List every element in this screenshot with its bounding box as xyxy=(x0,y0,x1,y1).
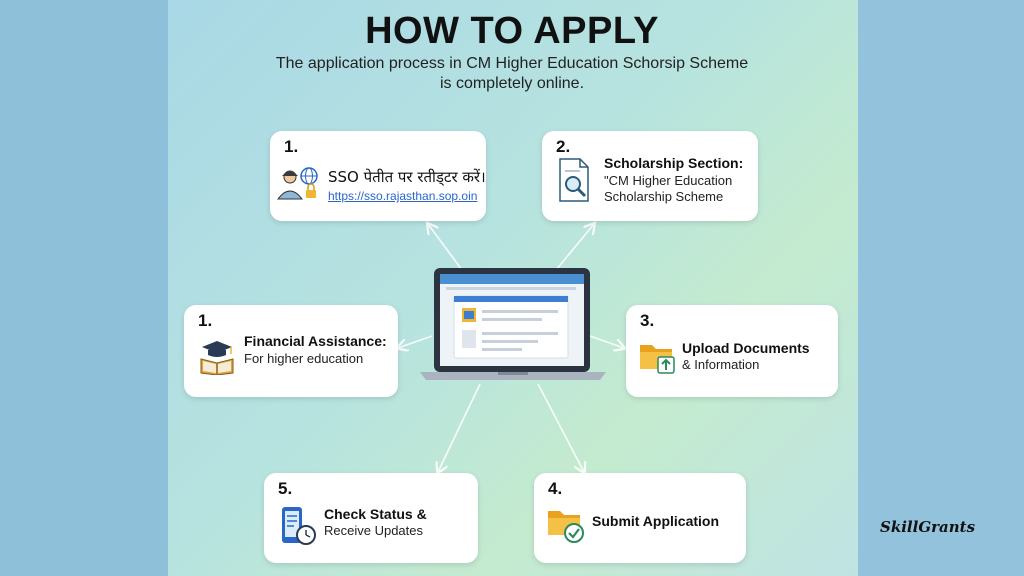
user-globe-lock-icon xyxy=(276,165,322,203)
subtitle-line-1: The application process in CM Higher Education Schorsip Scheme xyxy=(275,55,749,72)
arrow-to-scholarship xyxy=(556,224,594,270)
step-number: 2. xyxy=(556,137,571,156)
step-number: 3. xyxy=(640,311,655,330)
step-title: Check Status & xyxy=(324,506,427,522)
step-line-1: For higher education xyxy=(244,351,364,366)
brand-watermark: SkillGrants xyxy=(880,518,976,536)
step-number: 4. xyxy=(548,479,563,498)
step-card-submit xyxy=(534,473,746,563)
laptop-illustration xyxy=(418,266,608,384)
page-title: HOW TO APPLY xyxy=(365,10,659,52)
step-number: 5. xyxy=(278,479,293,498)
step-card-upload xyxy=(626,305,838,397)
graduation-book-icon xyxy=(198,337,236,375)
document-search-icon xyxy=(556,157,594,203)
folder-upload-icon xyxy=(638,339,678,375)
arrow-to-status xyxy=(438,384,480,472)
step-title: SSO पेतीत पर रतीड्टर करें। xyxy=(328,168,486,186)
step-card-status xyxy=(264,473,478,563)
phone-clock-icon xyxy=(278,505,318,547)
step-card-financial xyxy=(184,305,398,397)
step-line-1: & Information xyxy=(682,357,760,372)
step-title: Financial Assistance: xyxy=(244,333,387,349)
step-title: Scholarship Section: xyxy=(604,155,744,171)
step-line-2: Scholarship Scheme xyxy=(604,189,724,204)
folder-check-icon xyxy=(546,507,586,543)
step-title: Upload Documents xyxy=(682,340,810,356)
step-card-sso xyxy=(270,131,486,221)
step-title: Submit Application xyxy=(592,513,720,529)
step-number: 1. xyxy=(284,137,299,156)
step-line-1: "CM Higher Education xyxy=(604,173,733,188)
step-number: 1. xyxy=(198,311,213,330)
arrow-to-submit xyxy=(538,384,584,472)
step-card-scholarship xyxy=(542,131,758,221)
arrow-to-sso xyxy=(428,224,462,270)
step-line-1: Receive Updates xyxy=(324,523,423,538)
sso-link[interactable]: https://sso.rajasthan.sop.oin xyxy=(328,189,478,203)
subtitle-line-2: is completely online. xyxy=(439,75,585,92)
